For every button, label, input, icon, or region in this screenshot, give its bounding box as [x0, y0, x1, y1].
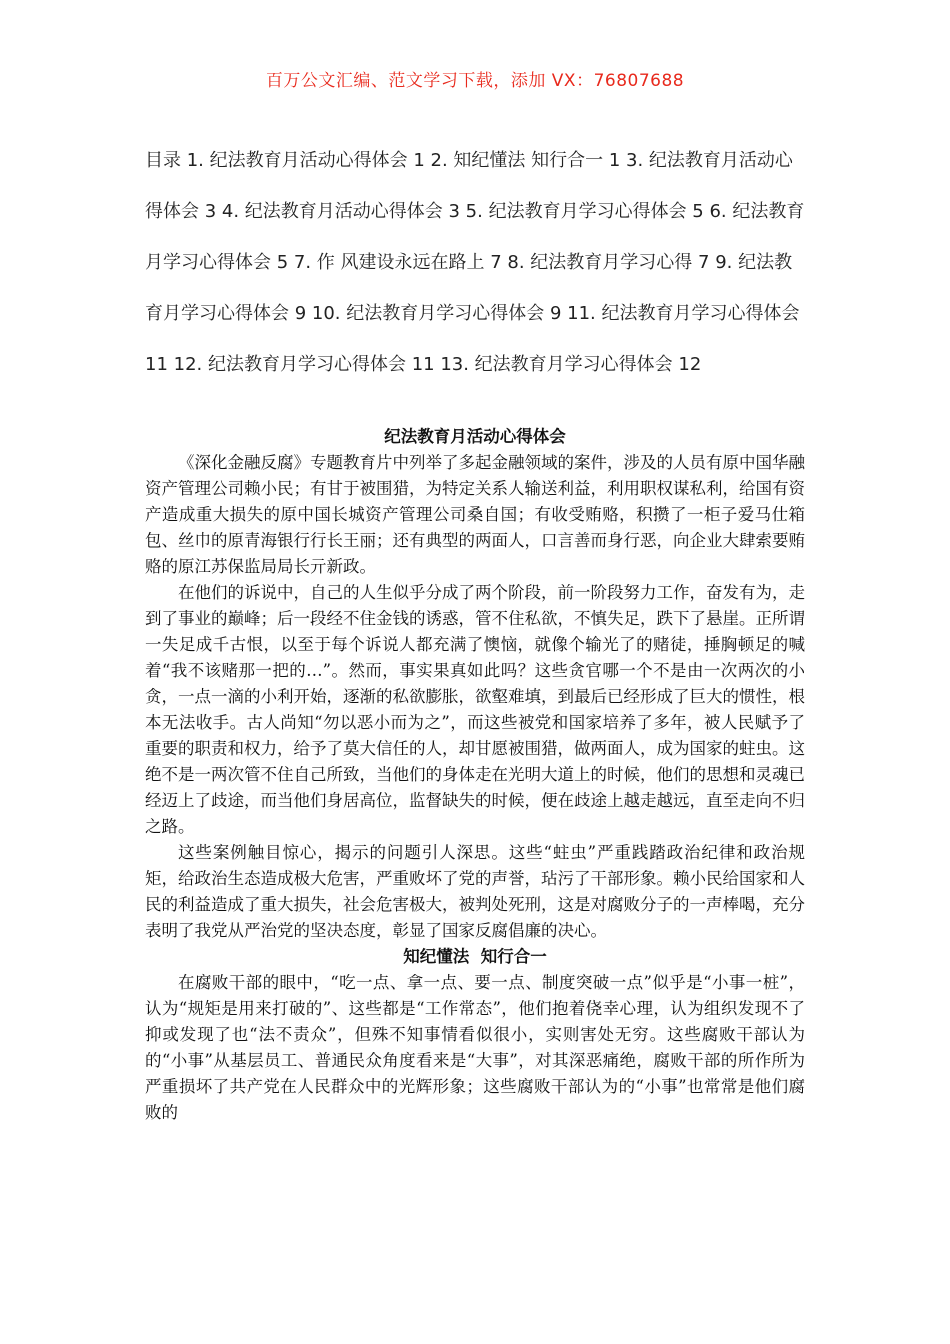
paragraph: 在他们的诉说中，自己的人生似乎分成了两个阶段，前一阶段努力工作，奋发有为，走到了事业的巅峰；后一段经不住金钱的诱惑，管不住私欲，不慎失足，跌下了悬崖。正所谓一失足成千古恨，以至于每个诉说人都充满了懊恼，就像个输光了的赌徒，捶胸顿足的喊着“我不该赌那一把的…”。然而，事实果真如此吗？这些贪官哪一个不是由一次两次的小贪，一点一滴的小利开始，逐渐的私欲膨胀，欲壑难填，到最后已经形成了巨大的惯性，根本无法收手。古人尚知“勿以恶小而为之”，而这些被党和国家培养了多年，被人民赋予了重要的职责和权力，给予了莫大信任的人，却甘愿被围猎，做两面人，成为国家的蛀虫。这绝不是一两次管不住自己所致，当他们的身体走在光明大道上的时候，他们的思想和灵魂已经迈上了歧途，而当他们身居高位，监督缺失的时候，便在歧途上越走越远，直至走向不归之路。: [145, 583, 805, 836]
section-title: 知纪懂法 知行合一: [403, 947, 547, 966]
paragraph: 在腐败干部的眼中，“吃一点、拿一点、要一点、制度突破一点”似乎是“小事一桩”，认为“规矩是用来打破的”、这些都是“工作常态”，他们抱着侥幸心理，认为组织发现不了抑或发现了也“法不责众”，但殊不知事情看似很小，实则害处无穷。这些腐败干部认为的“小事”从基层员工、普通民众角度看来是“大事”，对其深恶痛绝，腐败干部的所作所为严重损坏了共产党在人民群众中的光辉形象；这些腐败干部认为的“小事”也常常是他们腐败的: [145, 973, 805, 1122]
paragraph: 《深化金融反腐》专题教育片中列举了多起金融领域的案件，涉及的人员有原中国华融资产管理公司赖小民；有甘于被围猎，为特定关系人输送利益，利用职权谋私利，给国有资产造成重大损失的原中国长城资产管理公司桑自国；有收受贿赂，积攒了一柜子爱马仕箱包、丝巾的原青海银行行长王丽；还有典型的两面人，口言善而身行恶，向企业大肆索要贿赂的原江苏保监局局长亓新政。: [145, 453, 805, 576]
section-title: 纪法教育月活动心得体会: [384, 427, 566, 446]
paragraph: 这些案例触目惊心，揭示的问题引人深思。这些“蛀虫”严重践踏政治纪律和政治规矩，给政治生态造成极大危害，严重败坏了党的声誉，玷污了干部形象。赖小民给国家和人民的利益造成了重大损失，社会危害极大，被判处死刑，这是对腐败分子的一声棒喝，充分表明了我党从严治党的坚决态度，彰显了国家反腐倡廉的决心。: [145, 843, 805, 940]
header-banner: 百万公文汇编、范文学习下载，添加 VX：76807688: [265, 71, 685, 91]
document-body: [145, 424, 805, 1126]
table-of-contents: 目录 1. 纪法教育月活动心得体会 1 2. 知纪懂法 知行合一 1 3. 纪法教育月活动心得体会 3 4. 纪法教育月活动心得体会 3 5. 纪法教育月学习心得体会 5 6. 纪法教育月学习心得体会 5 7. 作 风建设永远在路上 7 8. 纪法教育月学习心得 7 9. 纪法教育月学习心得体会 9 10. 纪法教育月学习心得体会 9 11. 纪法教育月学习心得体会 11 12. 纪法教育月学习心得体会 11 13. 纪法教育月学习心得体会 12: [145, 150, 805, 375]
